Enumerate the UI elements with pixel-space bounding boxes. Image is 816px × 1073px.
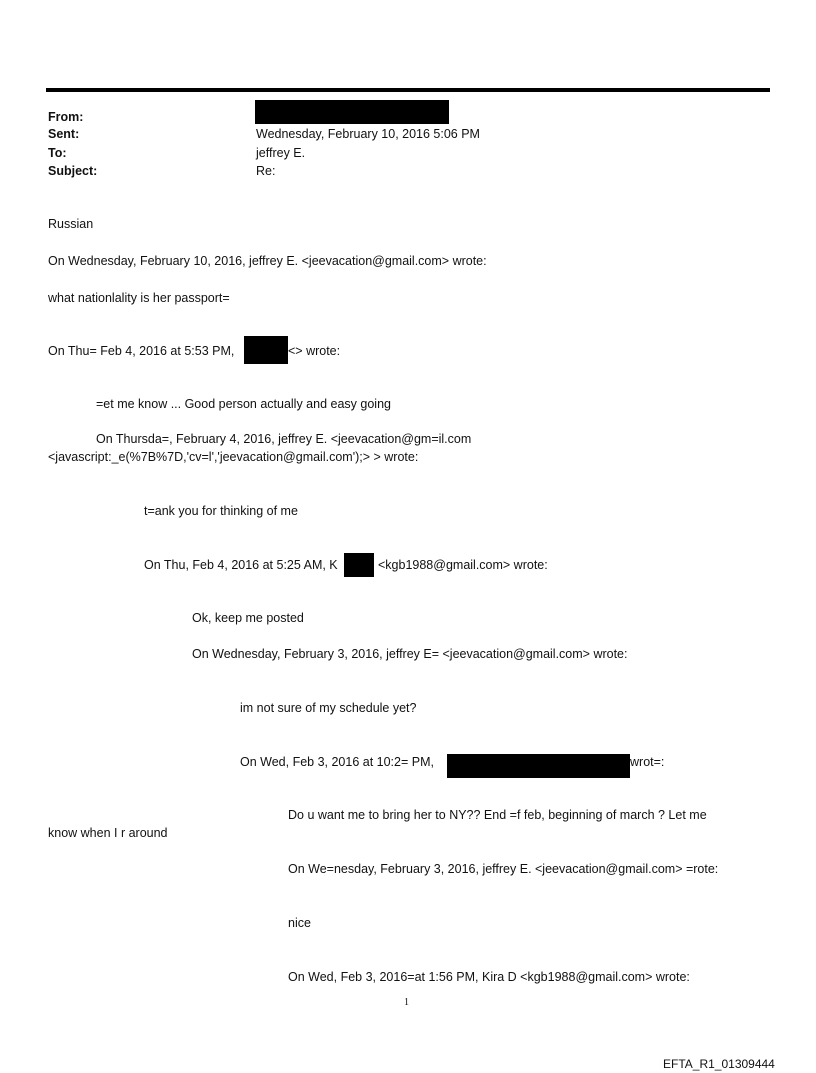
redacted-name [447,754,630,778]
page-number: 1 [404,997,409,1008]
quote-header: On Wednesday, February 10, 2016, jeffrey E. <jeevacation@gmail.com> wrote: [48,254,487,268]
quote-header: On Wednesday, February 3, 2016, jeffrey E= <jeevacation@gmail.com> wrote: [192,647,628,661]
quote-header: On We=nesday, February 3, 2016, jeffrey E. <jeevacation@gmail.com> =rote: [288,862,719,876]
quote-header: On Thursda=, February 4, 2016, jeffrey E. <jeevacation@gm=il.com [96,432,472,446]
body-line: Russian [48,217,94,231]
document-id: EFTA_R1_01309444 [663,1057,775,1071]
quote-header-tail: wrot=: [630,755,665,769]
sent-label: Sent: [48,127,80,141]
body-line: know when I r around [48,826,168,840]
body-line: Do u want me to bring her to NY?? End =f feb, beginning of march ? Let me [288,808,707,822]
body-line: nice [288,916,311,930]
quote-header: On Wed, Feb 3, 2016 at 10:2= PM, [240,755,434,769]
redacted-name [344,553,374,577]
quote-header-cont: <javascript:_e(%7B%7D,'cv=l','jeevacation@gmail.com');> > wrote: [48,450,419,464]
redacted-sender [255,100,449,124]
from-label: From: [48,110,84,124]
body-line: im not sure of my schedule yet? [240,701,417,715]
body-line: what nationlality is her passport= [48,291,230,305]
subject-label: Subject: [48,164,98,178]
quote-header: On Thu= Feb 4, 2016 at 5:53 PM, [48,344,235,358]
redacted-name [244,336,288,364]
quote-header-tail: <> wrote: [288,344,341,358]
body-line: =et me know ... Good person actually and easy going [96,397,391,411]
header-rule [46,88,770,92]
quote-header-tail: <kgb1988@gmail.com> wrote: [378,558,548,572]
to-value: jeffrey E. [256,146,306,160]
to-label: To: [48,146,67,160]
quote-header: On Wed, Feb 3, 2016=at 1:56 PM, Kira D <kgb1988@gmail.com> wrote: [288,970,690,984]
quote-header: On Thu, Feb 4, 2016 at 5:25 AM, K [144,558,338,572]
body-line: t=ank you for thinking of me [144,504,298,518]
body-line: Ok, keep me posted [192,611,304,625]
sent-value: Wednesday, February 10, 2016 5:06 PM [256,127,480,141]
subject-value: Re: [256,164,276,178]
